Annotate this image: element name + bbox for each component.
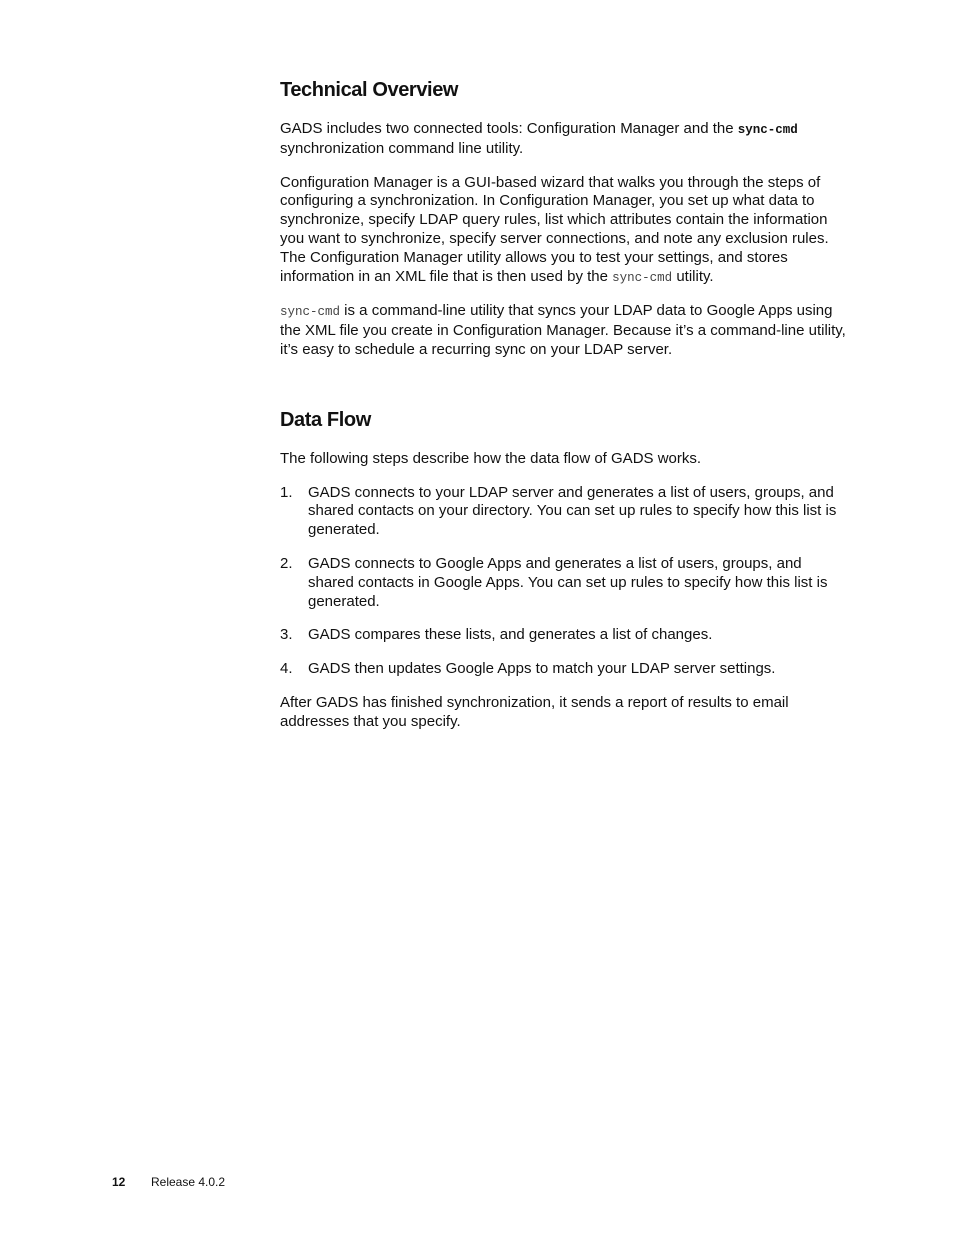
release-label: Release 4.0.2 <box>151 1175 226 1189</box>
list-item-number: 4. <box>280 660 293 678</box>
code-sync-cmd: sync-cmd <box>612 270 673 285</box>
section-heading-data-flow: Data Flow <box>280 408 371 431</box>
list-item-text: GADS connects to Google Apps and generates a list of users, groups, and shared contacts in Google Apps. You can set up rules to specify how this list is generated. <box>308 554 828 610</box>
paragraph-text: synchronization command line utility. <box>280 139 524 157</box>
paragraph-sync-cmd <box>280 302 846 359</box>
paragraph-config-manager <box>280 174 846 288</box>
data-flow-steps <box>280 484 846 679</box>
paragraph-text: is a command-line utility that syncs your LDAP data to Google Apps using the XML file you create in Configuration Manager. Because it’s a command-line utility, it’s easy to schedule a recurring sync on your LDAP server. <box>280 302 846 358</box>
paragraph-text: Configuration Manager is a GUI-based wizard that walks you through the steps of configuring a synchronization. In Configuration Manager, you set up what data to synchronize, specify LDAP query rules, list which attributes contain the information you want to synchronize, specify server connections, and note any exclusion rules. The Configuration Manager utility allows you to test your settings, and stores information in an XML file that is then used by the <box>280 173 829 285</box>
code-sync-cmd: sync-cmd <box>737 123 798 137</box>
list-item-number: 2. <box>280 554 293 572</box>
paragraph-tools-intro <box>280 120 846 159</box>
list-item <box>280 660 846 679</box>
list-item <box>280 626 846 645</box>
list-item <box>280 555 846 611</box>
paragraph-text: GADS includes two connected tools: Configuration Manager and the <box>280 120 738 137</box>
page-footer <box>112 1174 225 1190</box>
code-sync-cmd: sync-cmd <box>280 305 341 320</box>
paragraph-data-flow-closing: After GADS has finished synchronization, it sends a report of results to email addresses that you specify. <box>280 693 789 730</box>
list-item-text: GADS compares these lists, and generates a list of changes. <box>308 626 713 644</box>
list-item-text: GADS then updates Google Apps to match your LDAP server settings. <box>308 660 776 678</box>
list-item-number: 1. <box>280 483 293 501</box>
paragraph-text: utility. <box>672 267 714 285</box>
section-heading-technical-overview: Technical Overview <box>280 79 459 101</box>
paragraph-data-flow-intro: The following steps describe how the data flow of GADS works. <box>280 449 702 467</box>
list-item <box>280 484 846 540</box>
page-content <box>280 76 846 747</box>
list-item-number: 3. <box>280 626 293 644</box>
page-number: 12 <box>112 1175 126 1189</box>
list-item-text: GADS connects to your LDAP server and generates a list of users, groups, and shared contacts on your directory. You can set up rules to specify how this list is generated. <box>308 483 837 539</box>
